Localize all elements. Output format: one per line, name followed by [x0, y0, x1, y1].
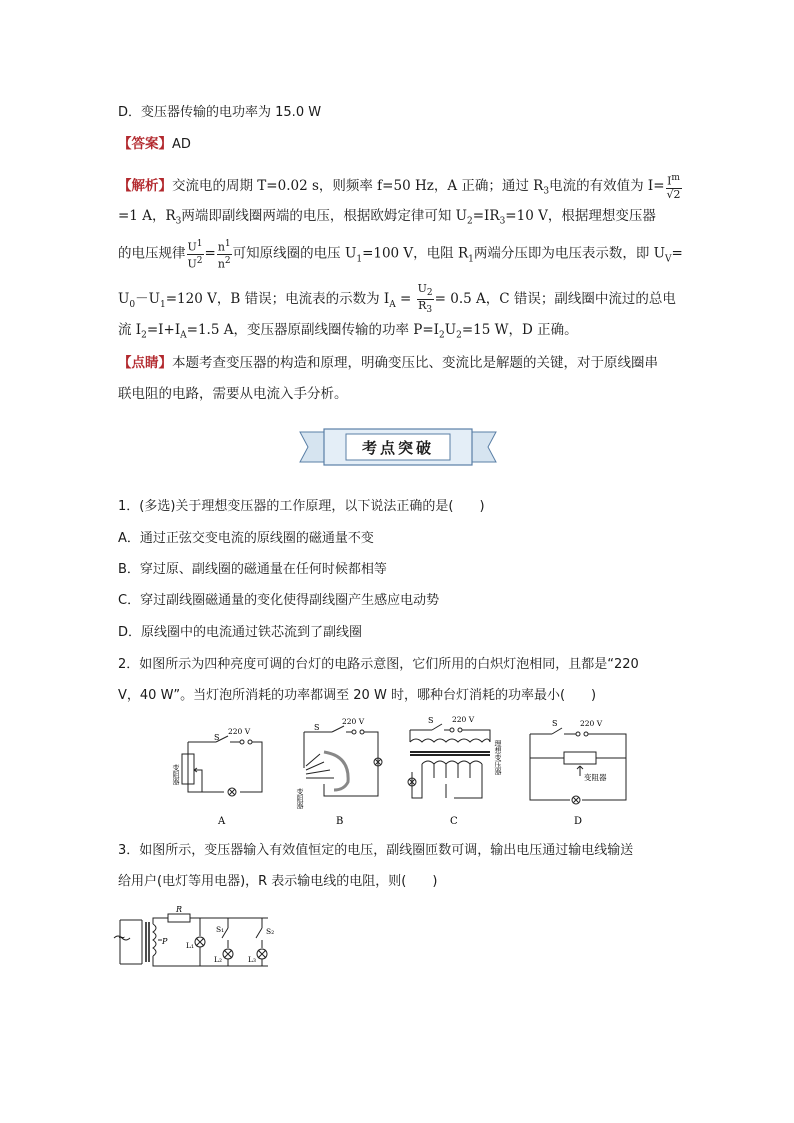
circuit-figure-c	[404, 712, 514, 830]
q1-option-a: A．通过正弦交变电流的原线圈的磁通量不变	[118, 531, 374, 546]
analysis-line-1: 【解析】交流电的周期 T=0.02 s，则频率 f=50 Hz，A 正确；通过 $R_3$电流的有效值为 I= $\frac{I^m}{√2}$	[118, 173, 681, 201]
q1-option-d: D．原线圈中的电流通过铁芯流到了副线圈	[118, 625, 363, 640]
comment-tag: 【点睛】	[118, 355, 172, 371]
svg-text:220 V: 220 V	[228, 727, 251, 736]
svg-text:P: P	[162, 937, 168, 946]
svg-text:S: S	[552, 719, 558, 728]
rheostat-label-d: 变阻器	[584, 773, 607, 782]
q2-stem-1: 2．如图所示为四种亮度可调的台灯的电路示意图，它们所用的白炽灯泡相同，且都是“220	[118, 657, 639, 672]
section-banner	[300, 428, 496, 466]
comment-line-2: 联电阻的电路，需要从电流入手分析。	[118, 386, 348, 402]
svg-text:S: S	[314, 723, 320, 732]
svg-text:220 V: 220 V	[342, 717, 365, 726]
q2-stem-2: V，40 W”。当灯泡所消耗的功率都调至 20 W 时，哪种台灯消耗的功率最小( )	[118, 688, 597, 703]
analysis-line-4: $U_0-U_1=120$ V，B 错误；电流表的示数为 $I_A$ = $\frac{U_2}{R_3}$ = 0.5 A，C 错误；副线圈中流过的总电	[118, 282, 676, 316]
svg-text:S: S	[214, 733, 220, 742]
fig-label-c: C	[450, 816, 458, 827]
comment-line-1: 【点睛】本题考查变压器的构造和原理，明确变压比、变流比是解题的关键，对于原线圈串	[118, 355, 658, 371]
svg-text:L₃: L₃	[248, 955, 256, 964]
rheostat-label-b: 变阻器	[296, 788, 304, 809]
svg-text:S₂: S₂	[266, 927, 275, 936]
circuit-figure-a	[172, 712, 276, 830]
rheostat-label-a: 变阻器	[172, 764, 180, 785]
analysis-line-3: 的电压规律 $\frac{U^1}{U^2}$ = $\frac{n^1}{n^2}$ 可知原线圈的电压 $U_1=100$ V，电阻 $R_1$两端分压即为电压表示数，即 $U_V=$	[118, 239, 683, 271]
answer-line	[118, 135, 191, 154]
q1-option-c: C．穿过副线圈磁通量的变化使得副线圈产生感应电动势	[118, 593, 440, 608]
fig-label-d: D	[574, 816, 583, 827]
circuit-figure-d	[526, 712, 636, 830]
svg-text:220 V: 220 V	[452, 715, 475, 724]
fraction-p-sqrt2: $\frac{I^m}{√2}$	[666, 173, 681, 201]
svg-text:220 V: 220 V	[580, 719, 603, 728]
q3-stem-1: 3．如图所示，变压器输入有效值恒定的电压，副线圈匝数可调，输出电压通过输电线输送	[118, 843, 634, 858]
answer-tag: 【答案】	[118, 136, 172, 152]
svg-text:L₂: L₂	[214, 955, 222, 964]
analysis-line-5: 流 $I_2=I+I_A=1.5$ A，变压器原副线圈传输的功率 $P=I_2U_2=15$ W，D 正确。	[118, 322, 578, 341]
svg-text:L₁: L₁	[186, 941, 194, 950]
svg-text:S: S	[428, 716, 434, 725]
q1-stem: 1．(多选)关于理想变压器的工作原理，以下说法正确的是( )	[118, 499, 485, 514]
banner-title: 考点突破	[361, 439, 435, 457]
q1-option-b: B．穿过原、副线圈的磁通量在任何时候都相等	[118, 562, 387, 577]
fig-label-a: A	[218, 816, 226, 827]
analysis-tag: 【解析】	[118, 177, 172, 194]
circuit-figure-b	[294, 712, 394, 830]
fig-label-b: B	[336, 816, 344, 827]
circuit-figure-q3	[116, 904, 286, 974]
svg-text:R: R	[176, 905, 183, 914]
fraction-n1-n2: $\frac{n^1}{n^2}$	[217, 239, 231, 271]
answer-value: AD	[172, 137, 191, 152]
fraction-u1-u2: $\frac{U^1}{U^2}$	[187, 239, 203, 271]
transformer-label: 理想变压器	[494, 740, 502, 775]
analysis-line-2: =1 A，$R_3$两端即副线圈两端的电压，根据欧姆定律可知 $U_2=IR_3=10$ V，根据理想变压器	[118, 208, 656, 227]
fraction-u2-r3: $\frac{U_2}{R_3}$	[417, 282, 433, 316]
q3-stem-2: 给用户(电灯等用电器)，R 表示输电线的电阻，则( )	[118, 874, 438, 889]
option-d-prev: D．变压器传输的电功率为 15.0 W	[118, 105, 322, 120]
svg-text:S₁: S₁	[216, 925, 225, 934]
ac-source-icon: ~	[118, 933, 126, 943]
